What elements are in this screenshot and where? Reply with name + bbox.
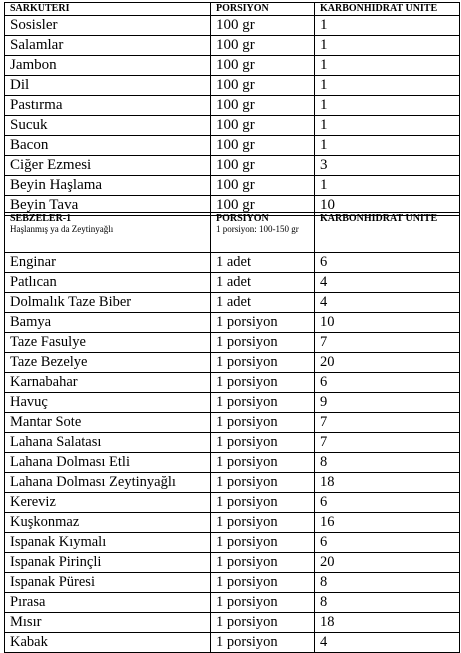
sebzeler-portion-cell: 1 porsiyon: [211, 413, 315, 433]
sarkuteri-table: [4, 2, 460, 216]
sebzeler-header-row: [5, 213, 460, 253]
sarkuteri-carb-unit-cell: 1: [315, 96, 460, 116]
sarkuteri-portion-cell: 100 gr: [211, 176, 315, 196]
sebzeler-table-body: [5, 213, 460, 653]
sarkuteri-item-cell: Ciğer Ezmesi: [5, 156, 211, 176]
sebzeler-item-cell: Dolmalık Taze Biber: [5, 293, 211, 313]
sebzeler-carb-unit-cell: 6: [315, 373, 460, 393]
sebzeler-portion-cell: 1 adet: [211, 293, 315, 313]
sebzeler-row: [5, 473, 460, 493]
sebzeler-carb-unit-cell: 7: [315, 433, 460, 453]
sarkuteri-carb-unit-cell: 1: [315, 16, 460, 36]
header-karbonhidrat-unite-2: [315, 213, 460, 253]
sebzeler-item-cell: Karnabahar: [5, 373, 211, 393]
sarkuteri-item-cell: Jambon: [5, 56, 211, 76]
sebzeler-row: [5, 413, 460, 433]
sarkuteri-row: [5, 156, 460, 176]
sarkuteri-item-cell: Salamlar: [5, 36, 211, 56]
sarkuteri-portion-cell: 100 gr: [211, 136, 315, 156]
sarkuteri-row: [5, 56, 460, 76]
sebzeler-row: [5, 333, 460, 353]
sebzeler-item-cell: Patlıcan: [5, 273, 211, 293]
sebzeler-row: [5, 253, 460, 273]
sarkuteri-item-cell: Pastırma: [5, 96, 211, 116]
sebzeler-portion-cell: 1 adet: [211, 253, 315, 273]
sarkuteri-portion-cell: 100 gr: [211, 116, 315, 136]
sebzeler-row: [5, 493, 460, 513]
sebzeler-carb-unit-cell: 6: [315, 533, 460, 553]
sebzeler-portion-cell: 1 porsiyon: [211, 633, 315, 653]
sebzeler-carb-unit-cell: 4: [315, 293, 460, 313]
sebzeler-item-cell: Kuşkonmaz: [5, 513, 211, 533]
sarkuteri-carb-unit-cell: 1: [315, 176, 460, 196]
sarkuteri-carb-unit-cell: 1: [315, 116, 460, 136]
sebzeler-carb-unit-cell: 9: [315, 393, 460, 413]
sebzeler-item-cell: Taze Bezelye: [5, 353, 211, 373]
sebzeler-portion-cell: 1 porsiyon: [211, 473, 315, 493]
sarkuteri-item-cell: Dil: [5, 76, 211, 96]
sebzeler-row: [5, 373, 460, 393]
sarkuteri-carb-unit-cell: 3: [315, 156, 460, 176]
sebzeler-item-cell: Bamya: [5, 313, 211, 333]
header-sebzeler-title: SEBZELER-1: [10, 213, 72, 224]
sarkuteri-portion-cell: 100 gr: [211, 16, 315, 36]
header-porsiyon-2-subtitle: 1 porsiyon: 100-150 gr: [216, 224, 299, 234]
sebzeler-item-cell: Mısır: [5, 613, 211, 633]
sebzeler-carb-unit-cell: 18: [315, 473, 460, 493]
sebzeler-row: [5, 453, 460, 473]
sebzeler-item-cell: Pırasa: [5, 593, 211, 613]
sebzeler-portion-cell: 1 porsiyon: [211, 593, 315, 613]
sebzeler-item-cell: Lahana Salatası: [5, 433, 211, 453]
sebzeler-row: [5, 313, 460, 333]
sarkuteri-row: [5, 176, 460, 196]
sebzeler-carb-unit-cell: 4: [315, 633, 460, 653]
sebzeler-portion-cell: 1 porsiyon: [211, 453, 315, 473]
sebzeler-row: [5, 353, 460, 373]
sebzeler-item-cell: Taze Fasulye: [5, 333, 211, 353]
sebzeler-item-cell: Kabak: [5, 633, 211, 653]
sebzeler-carb-unit-cell: 6: [315, 253, 460, 273]
sarkuteri-item-cell: Sucuk: [5, 116, 211, 136]
sebzeler-row: [5, 573, 460, 593]
sarkuteri-portion-cell: 100 gr: [211, 36, 315, 56]
sarkuteri-row: [5, 16, 460, 36]
sebzeler-portion-cell: 1 porsiyon: [211, 533, 315, 553]
sebzeler-portion-cell: 1 porsiyon: [211, 333, 315, 353]
sebzeler-row: [5, 393, 460, 413]
sebzeler-item-cell: Ispanak Pirinçli: [5, 553, 211, 573]
sarkuteri-portion-cell: 100 gr: [211, 196, 315, 216]
header-karbonhidrat-unite-2-title: KARBONHIDRAT UNITE: [320, 213, 438, 224]
sarkuteri-portion-cell: 100 gr: [211, 56, 315, 76]
sebzeler-carb-unit-cell: 18: [315, 613, 460, 633]
sebzeler-row: [5, 513, 460, 533]
sarkuteri-item-cell: Bacon: [5, 136, 211, 156]
header-porsiyon-2: [211, 213, 315, 253]
sebzeler-carb-unit-cell: 4: [315, 273, 460, 293]
sarkuteri-carb-unit-cell: 1: [315, 56, 460, 76]
sarkuteri-carb-unit-cell: 10: [315, 196, 460, 216]
sarkuteri-row: [5, 116, 460, 136]
sebzeler-row: [5, 553, 460, 573]
sebzeler-portion-cell: 1 porsiyon: [211, 573, 315, 593]
sebzeler-row: [5, 293, 460, 313]
sarkuteri-row: [5, 96, 460, 116]
sebzeler-portion-cell: 1 adet: [211, 273, 315, 293]
sarkuteri-portion-cell: 100 gr: [211, 156, 315, 176]
sebzeler-item-cell: Mantar Sote: [5, 413, 211, 433]
header-sarkuteri: SARKUTERI: [5, 3, 211, 16]
sebzeler-portion-cell: 1 porsiyon: [211, 353, 315, 373]
sarkuteri-header-row: [5, 3, 460, 16]
sebzeler-item-cell: Ispanak Püresi: [5, 573, 211, 593]
sarkuteri-carb-unit-cell: 1: [315, 36, 460, 56]
header-porsiyon: PORSIYON: [211, 3, 315, 16]
sarkuteri-table-body: [5, 3, 460, 216]
sebzeler-row: [5, 433, 460, 453]
header-porsiyon-2-title: PORSIYON: [216, 213, 269, 224]
sebzeler-row: [5, 593, 460, 613]
sebzeler-carb-unit-cell: 8: [315, 453, 460, 473]
sebzeler-carb-unit-cell: 10: [315, 313, 460, 333]
sebzeler-row: [5, 613, 460, 633]
sebzeler-carb-unit-cell: 7: [315, 333, 460, 353]
sebzeler-carb-unit-cell: 16: [315, 513, 460, 533]
sarkuteri-carb-unit-cell: 1: [315, 76, 460, 96]
header-sebzeler: [5, 213, 211, 253]
sebzeler-portion-cell: 1 porsiyon: [211, 373, 315, 393]
sarkuteri-item-cell: Sosisler: [5, 16, 211, 36]
sebzeler-table: [4, 212, 460, 653]
sebzeler-row: [5, 533, 460, 553]
sebzeler-item-cell: Lahana Dolması Zeytinyağlı: [5, 473, 211, 493]
sarkuteri-item-cell: Beyin Tava: [5, 196, 211, 216]
sarkuteri-item-cell: Beyin Haşlama: [5, 176, 211, 196]
sebzeler-carb-unit-cell: 8: [315, 593, 460, 613]
sebzeler-portion-cell: 1 porsiyon: [211, 313, 315, 333]
sarkuteri-carb-unit-cell: 1: [315, 136, 460, 156]
sarkuteri-row: [5, 36, 460, 56]
sebzeler-portion-cell: 1 porsiyon: [211, 513, 315, 533]
sebzeler-item-cell: Lahana Dolması Etli: [5, 453, 211, 473]
sebzeler-portion-cell: 1 porsiyon: [211, 493, 315, 513]
header-karbonhidrat-unite: KARBONHIDRAT UNITE: [315, 3, 460, 16]
sebzeler-carb-unit-cell: 7: [315, 413, 460, 433]
sebzeler-item-cell: Havuç: [5, 393, 211, 413]
sarkuteri-row: [5, 76, 460, 96]
sebzeler-item-cell: Kereviz: [5, 493, 211, 513]
sarkuteri-portion-cell: 100 gr: [211, 96, 315, 116]
sebzeler-portion-cell: 1 porsiyon: [211, 433, 315, 453]
sebzeler-carb-unit-cell: 6: [315, 493, 460, 513]
sebzeler-row: [5, 273, 460, 293]
sarkuteri-row: [5, 136, 460, 156]
sebzeler-item-cell: Ispanak Kıymalı: [5, 533, 211, 553]
sebzeler-portion-cell: 1 porsiyon: [211, 393, 315, 413]
sebzeler-portion-cell: 1 porsiyon: [211, 613, 315, 633]
sebzeler-carb-unit-cell: 8: [315, 573, 460, 593]
header-sebzeler-subtitle: Haşlanmış ya da Zeytinyağlı: [10, 224, 114, 234]
sarkuteri-portion-cell: 100 gr: [211, 76, 315, 96]
sebzeler-carb-unit-cell: 20: [315, 353, 460, 373]
sebzeler-portion-cell: 1 porsiyon: [211, 553, 315, 573]
sebzeler-carb-unit-cell: 20: [315, 553, 460, 573]
sebzeler-item-cell: Enginar: [5, 253, 211, 273]
